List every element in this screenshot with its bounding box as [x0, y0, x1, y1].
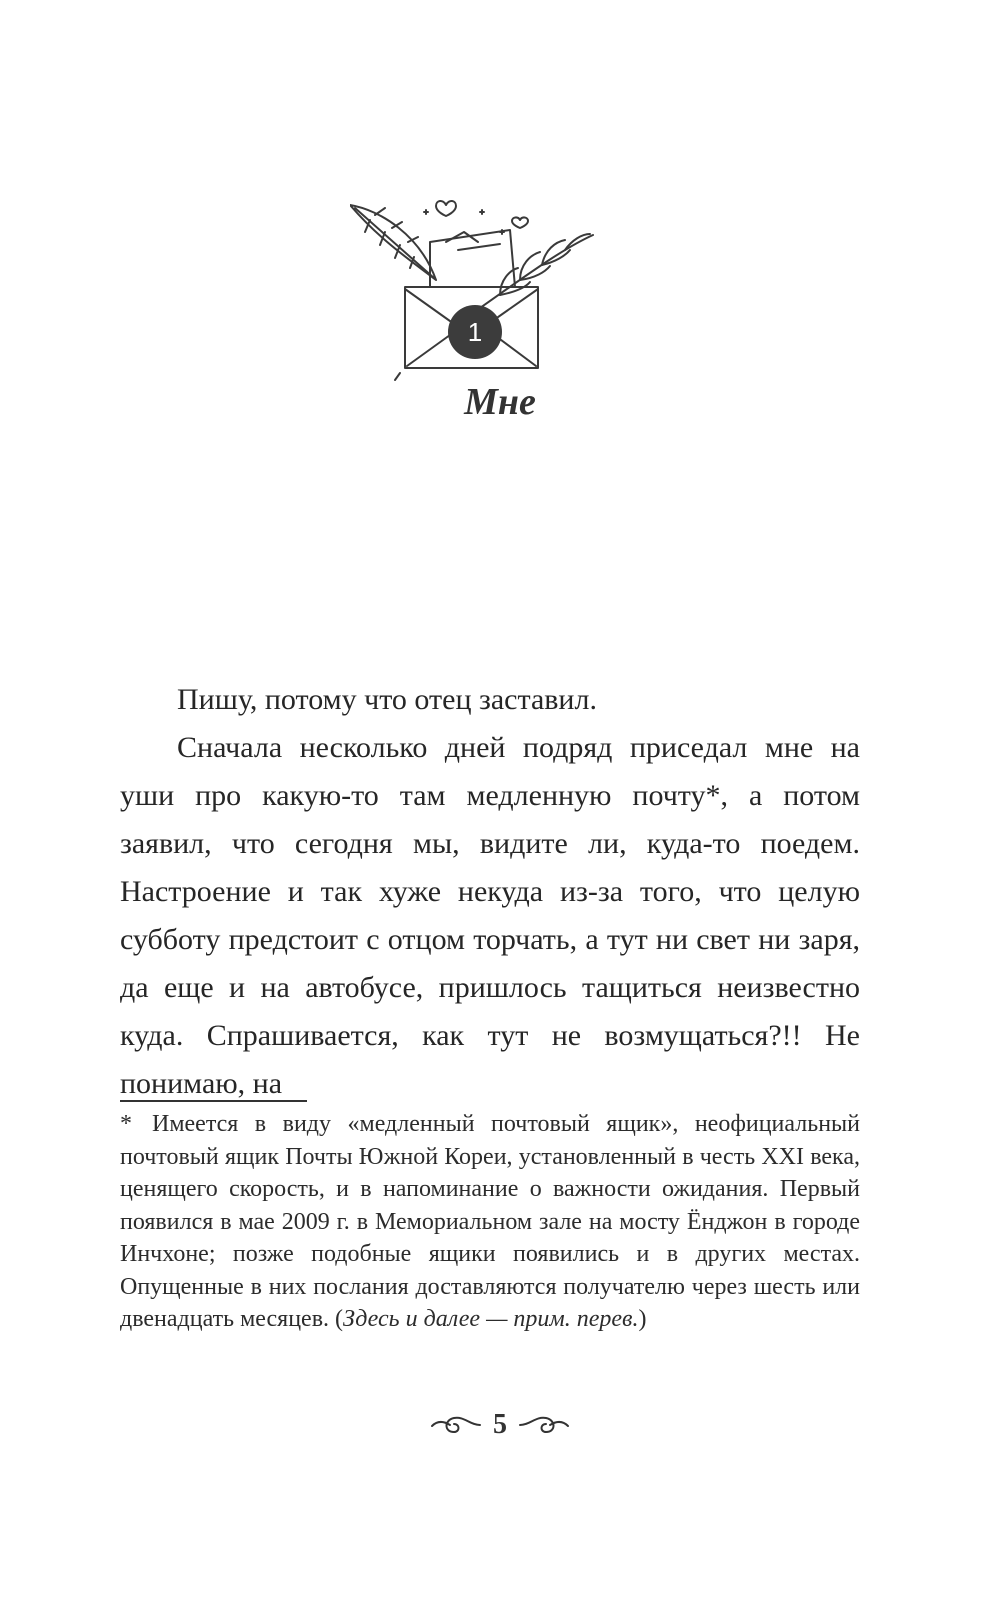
chapter-emblem [350, 190, 650, 400]
chapter-number-badge: 1 [448, 305, 502, 359]
footnote-divider [120, 1100, 307, 1102]
flourish-left-icon [430, 1412, 482, 1438]
chapter-title: Мне [464, 381, 536, 423]
footnote-translator-note: Здесь и далее — прим. перев. [343, 1306, 639, 1332]
paragraph: Пишу, потому что отец заставил. [177, 683, 597, 716]
body-text [120, 676, 860, 1108]
paragraph: Сначала несколько дней подряд приседал мне на уши про какую-то там медленную почту*, а потом заявил, что сегодня мы, видите ли, куда-то поедем. Настроение и так хуже некуда из-за того, что целую субботу предстоит с отцом торчать, а тут ни свет ни заря, да еще и на автобусе, пришлось тащиться неизвестно куда. Спрашивается, как тут не возмущаться?!! Не понимаю, на [120, 731, 860, 1100]
footnote-mark: * [120, 1111, 132, 1137]
footnote [120, 1108, 860, 1336]
footnote-text: Имеется в виду «медленный почтовый ящик», неофициальный почтовый ящик Почты Южной Кореи, установленный в честь XXI века, ценящего скорость, и в напоминание о важности ожидания. Первый появился в мае 2009 г. в Мемориальном зале на мосту Ёнджон в городе Инчхоне; позже подобные ящики появились и в других местах. Опущенные в них послания доставляются получателю через шесть или двенадцать месяцев. ( [120, 1111, 860, 1332]
flourish-right-icon [518, 1412, 570, 1438]
envelope-with-leaves-icon [350, 190, 650, 400]
page-number: 5 [493, 1409, 507, 1440]
footnote-closing: ) [638, 1306, 647, 1332]
page-footer [410, 1400, 590, 1450]
